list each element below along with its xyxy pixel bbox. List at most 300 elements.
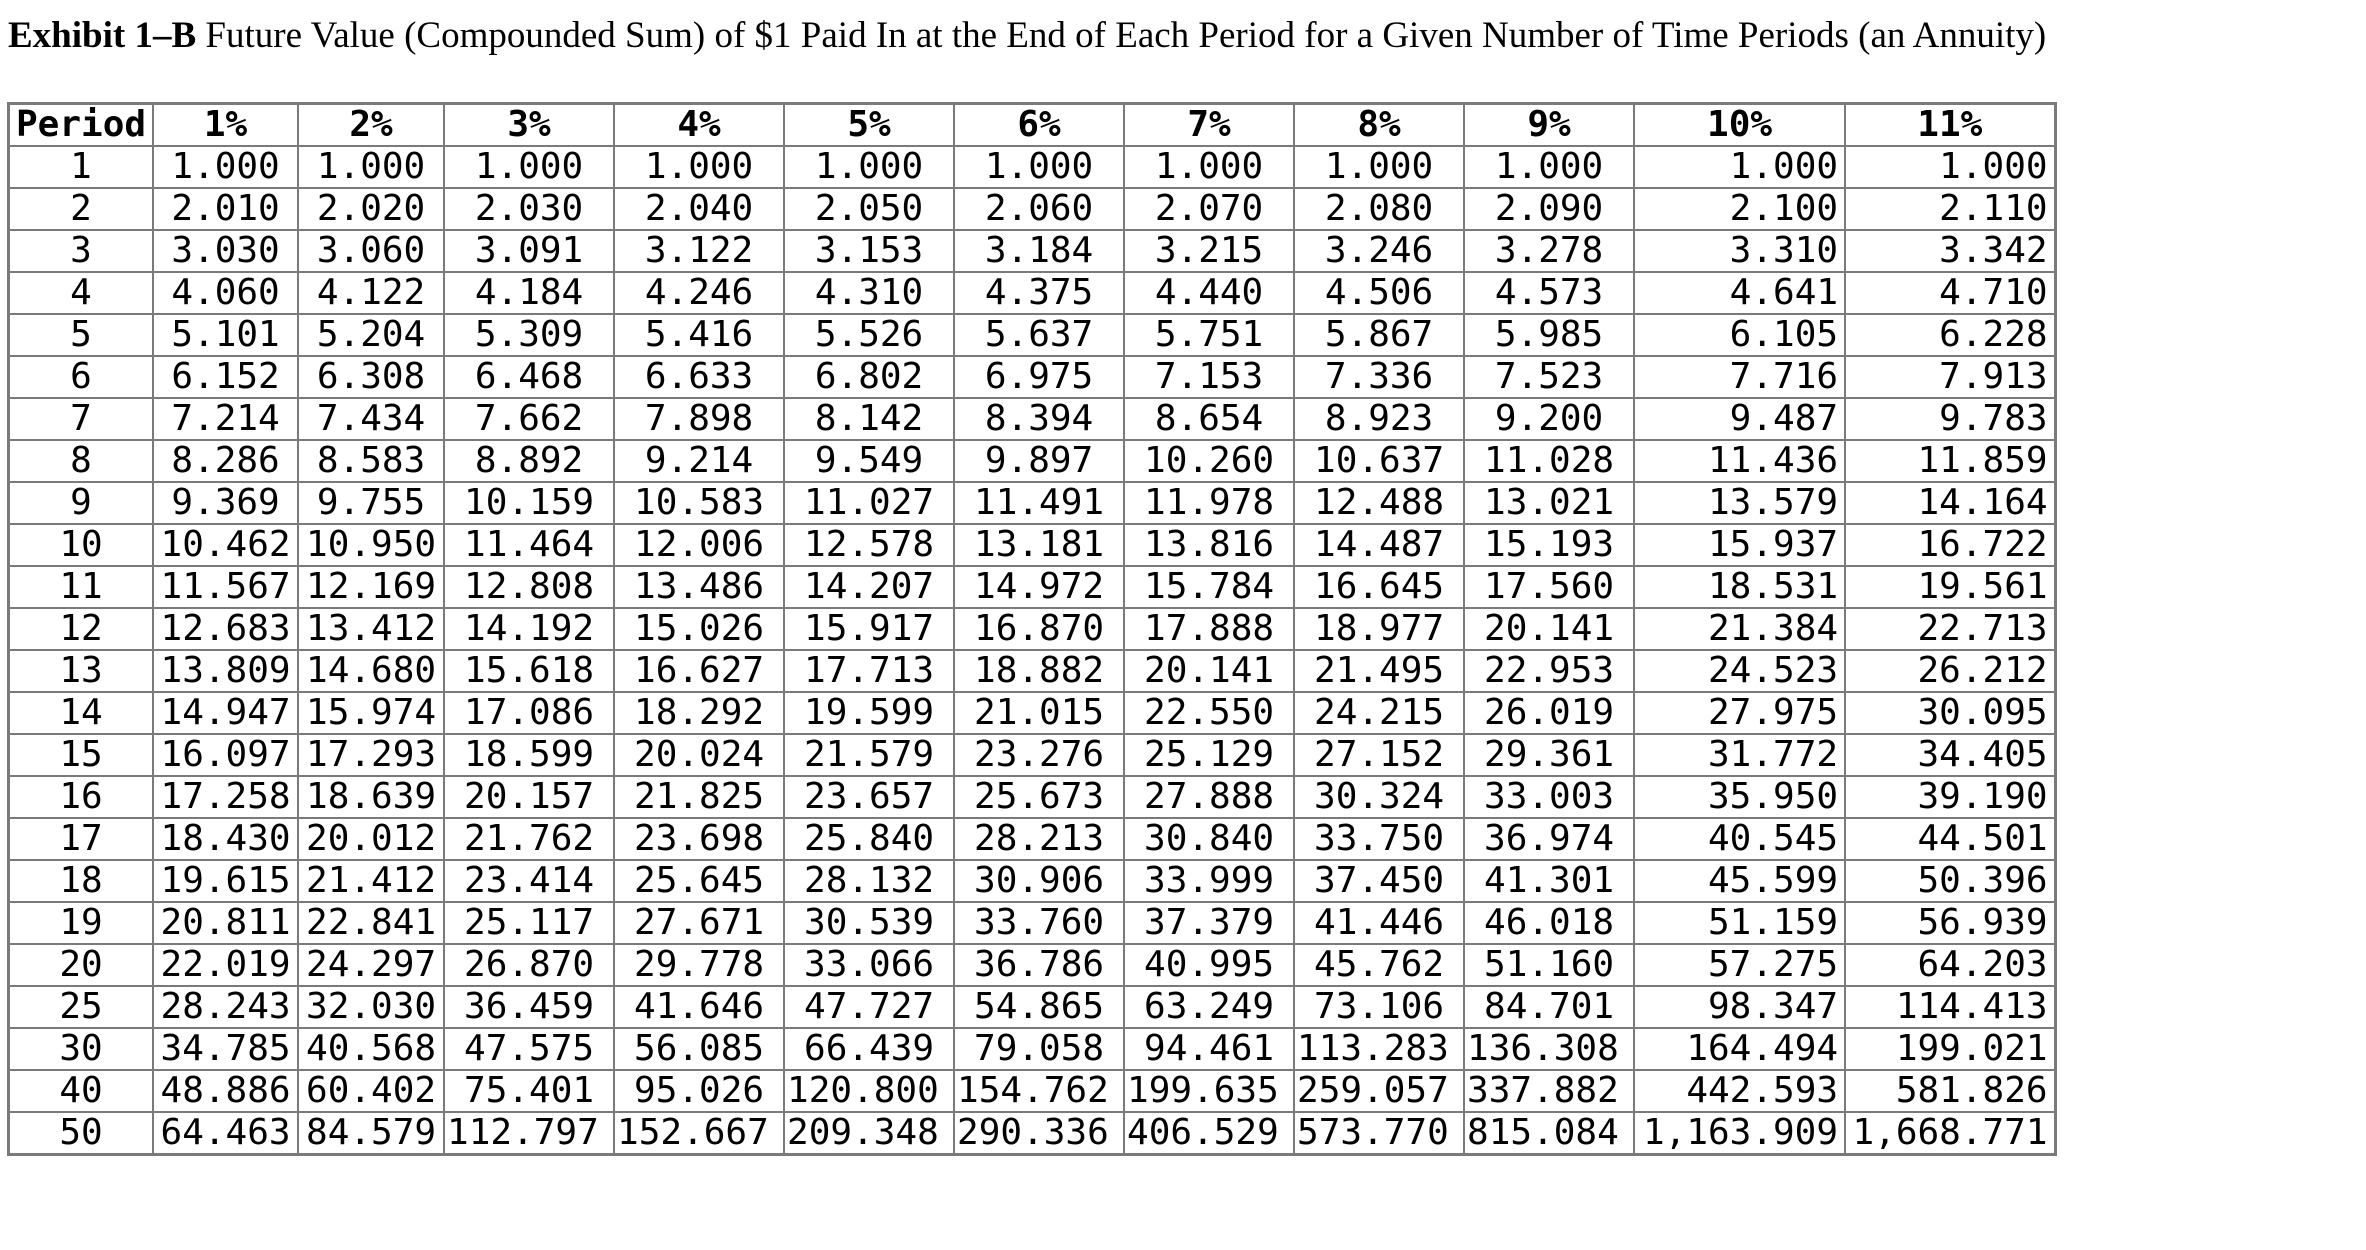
value-cell: 41.301 [1464, 860, 1634, 902]
value-cell: 50.396 [1845, 860, 2055, 902]
value-cell: 30.840 [1124, 818, 1294, 860]
value-cell: 48.886 [153, 1070, 298, 1112]
value-cell: 45.762 [1294, 944, 1464, 986]
column-header: 4% [614, 104, 784, 147]
value-cell: 13.809 [153, 650, 298, 692]
value-cell: 6.152 [153, 356, 298, 398]
table-row [9, 524, 2056, 566]
value-cell: 6.308 [298, 356, 444, 398]
value-cell: 12.488 [1294, 482, 1464, 524]
value-cell: 18.599 [444, 734, 614, 776]
value-cell: 3.342 [1845, 230, 2055, 272]
table-row [9, 692, 2056, 734]
value-cell: 47.727 [784, 986, 954, 1028]
value-cell: 2.060 [954, 188, 1124, 230]
value-cell: 47.575 [444, 1028, 614, 1070]
value-cell: 113.283 [1294, 1028, 1464, 1070]
value-cell: 4.122 [298, 272, 444, 314]
period-cell: 6 [9, 356, 154, 398]
value-cell: 27.975 [1634, 692, 1845, 734]
period-cell: 7 [9, 398, 154, 440]
value-cell: 13.021 [1464, 482, 1634, 524]
value-cell: 79.058 [954, 1028, 1124, 1070]
value-cell: 2.030 [444, 188, 614, 230]
value-cell: 21.412 [298, 860, 444, 902]
value-cell: 17.086 [444, 692, 614, 734]
value-cell: 3.060 [298, 230, 444, 272]
value-cell: 290.336 [954, 1112, 1124, 1155]
value-cell: 33.003 [1464, 776, 1634, 818]
value-cell: 2.050 [784, 188, 954, 230]
value-cell: 5.867 [1294, 314, 1464, 356]
value-cell: 5.309 [444, 314, 614, 356]
value-cell: 21.762 [444, 818, 614, 860]
value-cell: 40.995 [1124, 944, 1294, 986]
value-cell: 2.110 [1845, 188, 2055, 230]
value-cell: 64.203 [1845, 944, 2055, 986]
value-cell: 5.985 [1464, 314, 1634, 356]
period-cell: 2 [9, 188, 154, 230]
value-cell: 1,668.771 [1845, 1112, 2055, 1155]
period-cell: 5 [9, 314, 154, 356]
column-header: 7% [1124, 104, 1294, 147]
value-cell: 12.006 [614, 524, 784, 566]
value-cell: 29.778 [614, 944, 784, 986]
value-cell: 45.599 [1634, 860, 1845, 902]
value-cell: 9.897 [954, 440, 1124, 482]
table-row [9, 1112, 2056, 1155]
period-cell: 40 [9, 1070, 154, 1112]
exhibit-label: Exhibit 1–B [8, 15, 197, 56]
value-cell: 17.713 [784, 650, 954, 692]
value-cell: 32.030 [298, 986, 444, 1028]
table-body [9, 146, 2056, 1155]
value-cell: 75.401 [444, 1070, 614, 1112]
value-cell: 60.402 [298, 1070, 444, 1112]
value-cell: 3.153 [784, 230, 954, 272]
value-cell: 8.286 [153, 440, 298, 482]
value-cell: 22.953 [1464, 650, 1634, 692]
value-cell: 25.840 [784, 818, 954, 860]
value-cell: 1.000 [954, 146, 1124, 188]
value-cell: 5.101 [153, 314, 298, 356]
value-cell: 28.243 [153, 986, 298, 1028]
value-cell: 2.070 [1124, 188, 1294, 230]
value-cell: 9.783 [1845, 398, 2055, 440]
value-cell: 1.000 [298, 146, 444, 188]
value-cell: 19.561 [1845, 566, 2055, 608]
value-cell: 8.394 [954, 398, 1124, 440]
value-cell: 5.526 [784, 314, 954, 356]
value-cell: 6.105 [1634, 314, 1845, 356]
table-row [9, 188, 2056, 230]
column-header: 10% [1634, 104, 1845, 147]
period-cell: 50 [9, 1112, 154, 1155]
table-row [9, 230, 2056, 272]
table-row [9, 146, 2056, 188]
value-cell: 2.080 [1294, 188, 1464, 230]
value-cell: 56.939 [1845, 902, 2055, 944]
value-cell: 2.010 [153, 188, 298, 230]
value-cell: 26.870 [444, 944, 614, 986]
value-cell: 18.882 [954, 650, 1124, 692]
value-cell: 5.204 [298, 314, 444, 356]
value-cell: 21.015 [954, 692, 1124, 734]
value-cell: 20.157 [444, 776, 614, 818]
value-cell: 30.095 [1845, 692, 2055, 734]
table-row [9, 566, 2056, 608]
value-cell: 4.060 [153, 272, 298, 314]
value-cell: 21.384 [1634, 608, 1845, 650]
value-cell: 8.142 [784, 398, 954, 440]
value-cell: 14.947 [153, 692, 298, 734]
value-cell: 10.260 [1124, 440, 1294, 482]
value-cell: 1.000 [444, 146, 614, 188]
value-cell: 9.214 [614, 440, 784, 482]
value-cell: 16.097 [153, 734, 298, 776]
table-row [9, 398, 2056, 440]
value-cell: 23.414 [444, 860, 614, 902]
value-cell: 4.246 [614, 272, 784, 314]
value-cell: 35.950 [1634, 776, 1845, 818]
column-header: 1% [153, 104, 298, 147]
value-cell: 199.635 [1124, 1070, 1294, 1112]
value-cell: 406.529 [1124, 1112, 1294, 1155]
value-cell: 24.297 [298, 944, 444, 986]
table-row [9, 986, 2056, 1028]
value-cell: 3.278 [1464, 230, 1634, 272]
table-row [9, 1070, 2056, 1112]
table-row [9, 776, 2056, 818]
value-cell: 29.361 [1464, 734, 1634, 776]
value-cell: 95.026 [614, 1070, 784, 1112]
value-cell: 4.310 [784, 272, 954, 314]
value-cell: 9.200 [1464, 398, 1634, 440]
value-cell: 7.434 [298, 398, 444, 440]
value-cell: 25.645 [614, 860, 784, 902]
value-cell: 13.412 [298, 608, 444, 650]
value-cell: 26.019 [1464, 692, 1634, 734]
value-cell: 15.974 [298, 692, 444, 734]
value-cell: 39.190 [1845, 776, 2055, 818]
value-cell: 6.633 [614, 356, 784, 398]
value-cell: 8.923 [1294, 398, 1464, 440]
period-cell: 20 [9, 944, 154, 986]
value-cell: 199.021 [1845, 1028, 2055, 1070]
value-cell: 3.215 [1124, 230, 1294, 272]
value-cell: 4.375 [954, 272, 1124, 314]
column-header: 5% [784, 104, 954, 147]
value-cell: 37.450 [1294, 860, 1464, 902]
column-header: 11% [1845, 104, 2055, 147]
value-cell: 136.308 [1464, 1028, 1634, 1070]
value-cell: 20.141 [1464, 608, 1634, 650]
value-cell: 1.000 [614, 146, 784, 188]
value-cell: 114.413 [1845, 986, 2055, 1028]
period-cell: 3 [9, 230, 154, 272]
period-cell: 17 [9, 818, 154, 860]
value-cell: 815.084 [1464, 1112, 1634, 1155]
value-cell: 6.802 [784, 356, 954, 398]
value-cell: 16.870 [954, 608, 1124, 650]
period-cell: 12 [9, 608, 154, 650]
value-cell: 14.164 [1845, 482, 2055, 524]
value-cell: 21.825 [614, 776, 784, 818]
value-cell: 3.246 [1294, 230, 1464, 272]
value-cell: 40.545 [1634, 818, 1845, 860]
value-cell: 581.826 [1845, 1070, 2055, 1112]
column-header: 9% [1464, 104, 1634, 147]
value-cell: 1.000 [1634, 146, 1845, 188]
value-cell: 19.599 [784, 692, 954, 734]
value-cell: 17.888 [1124, 608, 1294, 650]
value-cell: 164.494 [1634, 1028, 1845, 1070]
table-row [9, 1028, 2056, 1070]
period-cell: 9 [9, 482, 154, 524]
period-cell: 18 [9, 860, 154, 902]
value-cell: 14.487 [1294, 524, 1464, 566]
column-header: 6% [954, 104, 1124, 147]
value-cell: 5.416 [614, 314, 784, 356]
value-cell: 56.085 [614, 1028, 784, 1070]
value-cell: 9.755 [298, 482, 444, 524]
value-cell: 19.615 [153, 860, 298, 902]
period-cell: 11 [9, 566, 154, 608]
period-cell: 10 [9, 524, 154, 566]
period-cell: 30 [9, 1028, 154, 1070]
value-cell: 4.506 [1294, 272, 1464, 314]
value-cell: 11.978 [1124, 482, 1294, 524]
value-cell: 27.888 [1124, 776, 1294, 818]
value-cell: 25.673 [954, 776, 1124, 818]
value-cell: 7.214 [153, 398, 298, 440]
value-cell: 1.000 [1464, 146, 1634, 188]
value-cell: 51.160 [1464, 944, 1634, 986]
value-cell: 25.117 [444, 902, 614, 944]
value-cell: 21.579 [784, 734, 954, 776]
value-cell: 3.122 [614, 230, 784, 272]
value-cell: 22.713 [1845, 608, 2055, 650]
value-cell: 36.459 [444, 986, 614, 1028]
value-cell: 1.000 [1124, 146, 1294, 188]
value-cell: 11.436 [1634, 440, 1845, 482]
value-cell: 63.249 [1124, 986, 1294, 1028]
value-cell: 1,163.909 [1634, 1112, 1845, 1155]
value-cell: 7.662 [444, 398, 614, 440]
value-cell: 84.701 [1464, 986, 1634, 1028]
value-cell: 10.950 [298, 524, 444, 566]
value-cell: 46.018 [1464, 902, 1634, 944]
value-cell: 12.169 [298, 566, 444, 608]
value-cell: 15.917 [784, 608, 954, 650]
value-cell: 41.446 [1294, 902, 1464, 944]
value-cell: 40.568 [298, 1028, 444, 1070]
value-cell: 33.999 [1124, 860, 1294, 902]
value-cell: 36.974 [1464, 818, 1634, 860]
value-cell: 1.000 [1845, 146, 2055, 188]
value-cell: 33.750 [1294, 818, 1464, 860]
value-cell: 9.487 [1634, 398, 1845, 440]
value-cell: 36.786 [954, 944, 1124, 986]
table-row [9, 902, 2056, 944]
value-cell: 28.213 [954, 818, 1124, 860]
value-cell: 11.027 [784, 482, 954, 524]
value-cell: 2.040 [614, 188, 784, 230]
value-cell: 84.579 [298, 1112, 444, 1155]
value-cell: 54.865 [954, 986, 1124, 1028]
value-cell: 18.531 [1634, 566, 1845, 608]
value-cell: 16.645 [1294, 566, 1464, 608]
value-cell: 23.276 [954, 734, 1124, 776]
value-cell: 22.019 [153, 944, 298, 986]
value-cell: 16.722 [1845, 524, 2055, 566]
period-cell: 8 [9, 440, 154, 482]
value-cell: 66.439 [784, 1028, 954, 1070]
value-cell: 7.336 [1294, 356, 1464, 398]
value-cell: 7.716 [1634, 356, 1845, 398]
value-cell: 6.228 [1845, 314, 2055, 356]
column-header: 2% [298, 104, 444, 147]
value-cell: 154.762 [954, 1070, 1124, 1112]
value-cell: 10.637 [1294, 440, 1464, 482]
value-cell: 8.892 [444, 440, 614, 482]
exhibit-description: Future Value (Compounded Sum) of $1 Paid In at the End of Each Period for a Given Number of Time Periods (an Annuity) [196, 15, 2047, 56]
value-cell: 3.030 [153, 230, 298, 272]
value-cell: 21.495 [1294, 650, 1464, 692]
value-cell: 10.583 [614, 482, 784, 524]
value-cell: 15.193 [1464, 524, 1634, 566]
value-cell: 73.106 [1294, 986, 1464, 1028]
value-cell: 15.618 [444, 650, 614, 692]
value-cell: 17.560 [1464, 566, 1634, 608]
value-cell: 1.000 [1294, 146, 1464, 188]
exhibit-title [8, 14, 2046, 57]
value-cell: 573.770 [1294, 1112, 1464, 1155]
value-cell: 1.000 [784, 146, 954, 188]
value-cell: 30.324 [1294, 776, 1464, 818]
value-cell: 44.501 [1845, 818, 2055, 860]
value-cell: 31.772 [1634, 734, 1845, 776]
value-cell: 26.212 [1845, 650, 2055, 692]
value-cell: 10.462 [153, 524, 298, 566]
value-cell: 33.760 [954, 902, 1124, 944]
table-row [9, 734, 2056, 776]
value-cell: 7.153 [1124, 356, 1294, 398]
value-cell: 20.012 [298, 818, 444, 860]
value-cell: 6.975 [954, 356, 1124, 398]
value-cell: 94.461 [1124, 1028, 1294, 1070]
value-cell: 57.275 [1634, 944, 1845, 986]
table-row [9, 650, 2056, 692]
period-cell: 16 [9, 776, 154, 818]
value-cell: 11.491 [954, 482, 1124, 524]
value-cell: 13.181 [954, 524, 1124, 566]
value-cell: 15.784 [1124, 566, 1294, 608]
value-cell: 7.913 [1845, 356, 2055, 398]
value-cell: 18.977 [1294, 608, 1464, 650]
value-cell: 30.906 [954, 860, 1124, 902]
table-row [9, 608, 2056, 650]
value-cell: 20.141 [1124, 650, 1294, 692]
value-cell: 4.573 [1464, 272, 1634, 314]
value-cell: 442.593 [1634, 1070, 1845, 1112]
column-header: 3% [444, 104, 614, 147]
header-row [9, 104, 2056, 147]
period-cell: 19 [9, 902, 154, 944]
table-row [9, 944, 2056, 986]
value-cell: 25.129 [1124, 734, 1294, 776]
value-cell: 259.057 [1294, 1070, 1464, 1112]
value-cell: 11.464 [444, 524, 614, 566]
value-cell: 3.310 [1634, 230, 1845, 272]
table-row [9, 440, 2056, 482]
table-row [9, 860, 2056, 902]
value-cell: 9.369 [153, 482, 298, 524]
value-cell: 13.486 [614, 566, 784, 608]
value-cell: 6.468 [444, 356, 614, 398]
value-cell: 11.028 [1464, 440, 1634, 482]
value-cell: 12.578 [784, 524, 954, 566]
period-cell: 15 [9, 734, 154, 776]
value-cell: 3.091 [444, 230, 614, 272]
value-cell: 9.549 [784, 440, 954, 482]
annuity-table [7, 102, 2057, 1156]
value-cell: 12.683 [153, 608, 298, 650]
value-cell: 10.159 [444, 482, 614, 524]
value-cell: 11.567 [153, 566, 298, 608]
value-cell: 2.020 [298, 188, 444, 230]
value-cell: 23.698 [614, 818, 784, 860]
value-cell: 22.550 [1124, 692, 1294, 734]
period-cell: 25 [9, 986, 154, 1028]
value-cell: 7.523 [1464, 356, 1634, 398]
value-cell: 30.539 [784, 902, 954, 944]
period-cell: 1 [9, 146, 154, 188]
value-cell: 23.657 [784, 776, 954, 818]
value-cell: 64.463 [153, 1112, 298, 1155]
column-header: 8% [1294, 104, 1464, 147]
value-cell: 98.347 [1634, 986, 1845, 1028]
period-cell: 4 [9, 272, 154, 314]
value-cell: 4.440 [1124, 272, 1294, 314]
value-cell: 34.405 [1845, 734, 2055, 776]
value-cell: 337.882 [1464, 1070, 1634, 1112]
value-cell: 37.379 [1124, 902, 1294, 944]
value-cell: 14.192 [444, 608, 614, 650]
value-cell: 14.680 [298, 650, 444, 692]
period-cell: 14 [9, 692, 154, 734]
value-cell: 51.159 [1634, 902, 1845, 944]
value-cell: 27.152 [1294, 734, 1464, 776]
value-cell: 3.184 [954, 230, 1124, 272]
value-cell: 14.972 [954, 566, 1124, 608]
value-cell: 22.841 [298, 902, 444, 944]
value-cell: 1.000 [153, 146, 298, 188]
value-cell: 2.100 [1634, 188, 1845, 230]
value-cell: 2.090 [1464, 188, 1634, 230]
value-cell: 112.797 [444, 1112, 614, 1155]
value-cell: 15.937 [1634, 524, 1845, 566]
value-cell: 13.816 [1124, 524, 1294, 566]
value-cell: 18.292 [614, 692, 784, 734]
value-cell: 17.258 [153, 776, 298, 818]
value-cell: 27.671 [614, 902, 784, 944]
value-cell: 24.215 [1294, 692, 1464, 734]
value-cell: 33.066 [784, 944, 954, 986]
value-cell: 12.808 [444, 566, 614, 608]
value-cell: 20.811 [153, 902, 298, 944]
value-cell: 8.654 [1124, 398, 1294, 440]
